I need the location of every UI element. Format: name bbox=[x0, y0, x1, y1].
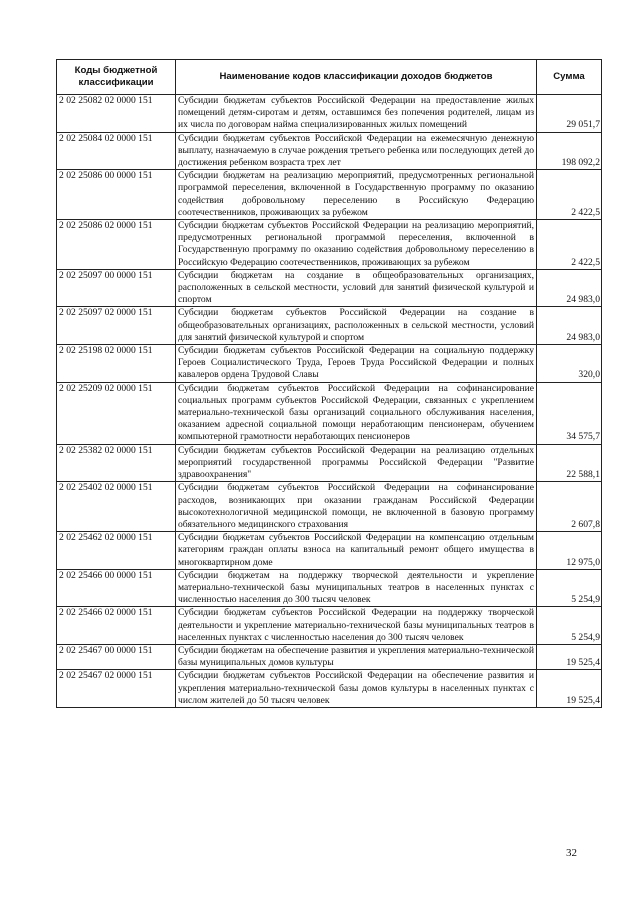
cell-code: 2 02 25097 02 0000 151 bbox=[57, 307, 176, 345]
cell-code: 2 02 25402 02 0000 151 bbox=[57, 482, 176, 532]
cell-sum: 320,0 bbox=[537, 345, 602, 383]
cell-sum: 2 607,8 bbox=[537, 482, 602, 532]
cell-code: 2 02 25086 00 0000 151 bbox=[57, 170, 176, 220]
cell-sum: 24 983,0 bbox=[537, 269, 602, 307]
page-number: 32 bbox=[566, 847, 577, 859]
cell-code: 2 02 25462 02 0000 151 bbox=[57, 532, 176, 570]
header-name: Наименование кодов классификации доходов бюджетов bbox=[176, 60, 537, 95]
table-body bbox=[57, 95, 602, 708]
cell-name: Субсидии бюджетам субъектов Российской Федерации на реализацию отдельных мероприятий государственной программы Российской Федерации "Развитие здравоохранения" bbox=[176, 444, 537, 482]
cell-sum: 198 092,2 bbox=[537, 132, 602, 170]
cell-sum: 29 051,7 bbox=[537, 95, 602, 133]
cell-name: Субсидии бюджетам субъектов Российской Федерации на предоставление жилых помещений детям-сиротам и детям, оставшимся без попечения родителей, лицам из их числа по договорам найма специализированных жилых помещений bbox=[176, 95, 537, 133]
cell-code: 2 02 25082 02 0000 151 bbox=[57, 95, 176, 133]
table-row bbox=[57, 220, 602, 270]
table-row bbox=[57, 170, 602, 220]
cell-name: Субсидии бюджетам на обеспечение развития и укрепления материально-технической базы муниципальных домов культуры bbox=[176, 644, 537, 669]
cell-sum: 19 525,4 bbox=[537, 670, 602, 708]
cell-code: 2 02 25209 02 0000 151 bbox=[57, 382, 176, 444]
table-row bbox=[57, 644, 602, 669]
cell-sum: 24 983,0 bbox=[537, 307, 602, 345]
cell-sum: 2 422,5 bbox=[537, 170, 602, 220]
cell-name: Субсидии бюджетам субъектов Российской Федерации на создание в общеобразовательных организациях, расположенных в сельской местности, условий для занятий физической культурой и спортом bbox=[176, 307, 537, 345]
cell-name: Субсидии бюджетам на реализацию мероприятий, предусмотренных региональной программой переселения, включенной в Государственную программу по оказанию содействия добровольному переселению в Российскую Федерацию соотечественников, проживающих за рубежом bbox=[176, 170, 537, 220]
cell-name: Субсидии бюджетам на создание в общеобразовательных организациях, расположенных в сельской местности, условий для занятий физической культурой и спортом bbox=[176, 269, 537, 307]
cell-code: 2 02 25467 02 0000 151 bbox=[57, 670, 176, 708]
table-row bbox=[57, 307, 602, 345]
cell-name: Субсидии бюджетам субъектов Российской Федерации на социальную поддержку Героев Социалистического Труда, Героев Труда Российской Федерации и полных кавалеров ордена Трудовой Славы bbox=[176, 345, 537, 383]
cell-sum: 12 975,0 bbox=[537, 532, 602, 570]
table-row bbox=[57, 132, 602, 170]
table-row bbox=[57, 532, 602, 570]
table-row bbox=[57, 269, 602, 307]
table-row bbox=[57, 444, 602, 482]
header-sum: Сумма bbox=[537, 60, 602, 95]
table-row bbox=[57, 569, 602, 607]
cell-code: 2 02 25086 02 0000 151 bbox=[57, 220, 176, 270]
cell-code: 2 02 25198 02 0000 151 bbox=[57, 345, 176, 383]
cell-code: 2 02 25084 02 0000 151 bbox=[57, 132, 176, 170]
cell-code: 2 02 25097 00 0000 151 bbox=[57, 269, 176, 307]
cell-code: 2 02 25467 00 0000 151 bbox=[57, 644, 176, 669]
cell-sum: 34 575,7 bbox=[537, 382, 602, 444]
table-row bbox=[57, 95, 602, 133]
cell-name: Субсидии бюджетам субъектов Российской Федерации на софинансирование расходов, возникающих при оказании гражданам Российской Федерации высокотехнологичной медицинской помощи, не включенной в базовую программу обязательного медицинского страхования bbox=[176, 482, 537, 532]
cell-code: 2 02 25466 02 0000 151 bbox=[57, 607, 176, 645]
cell-sum: 2 422,5 bbox=[537, 220, 602, 270]
table-row bbox=[57, 670, 602, 708]
cell-sum: 5 254,9 bbox=[537, 569, 602, 607]
cell-code: 2 02 25466 00 0000 151 bbox=[57, 569, 176, 607]
budget-classification-table bbox=[56, 59, 602, 708]
table-header-row bbox=[57, 60, 602, 95]
table-row bbox=[57, 345, 602, 383]
cell-sum: 5 254,9 bbox=[537, 607, 602, 645]
table-row bbox=[57, 607, 602, 645]
cell-sum: 19 525,4 bbox=[537, 644, 602, 669]
cell-name: Субсидии бюджетам субъектов Российской Федерации на ежемесячную денежную выплату, назначаемую в случае рождения третьего ребенка или последующих детей до достижения ребенком возраста трех лет bbox=[176, 132, 537, 170]
table-row bbox=[57, 482, 602, 532]
cell-name: Субсидии бюджетам субъектов Российской Федерации на поддержку творческой деятельности и укрепление материально-технической базы муниципальных театров в населенных пунктах с численностью населения до 300 тысяч человек bbox=[176, 607, 537, 645]
cell-code: 2 02 25382 02 0000 151 bbox=[57, 444, 176, 482]
cell-sum: 22 588,1 bbox=[537, 444, 602, 482]
cell-name: Субсидии бюджетам субъектов Российской Федерации на компенсацию отдельным категориям граждан оплаты взноса на капитальный ремонт общего имущества в многоквартирном доме bbox=[176, 532, 537, 570]
cell-name: Субсидии бюджетам на поддержку творческой деятельности и укрепление материально-технической базы муниципальных театров в населенных пунктах с численностью населения до 300 тысяч человек bbox=[176, 569, 537, 607]
header-code: Коды бюджетной классификации bbox=[57, 60, 176, 95]
cell-name: Субсидии бюджетам субъектов Российской Федерации на реализацию мероприятий, предусмотренных региональной программой переселения, включенной в Государственную программу по оказанию содействия добровольному переселению в Российскую Федерацию соотечественников, проживающих за рубежом bbox=[176, 220, 537, 270]
table-row bbox=[57, 382, 602, 444]
cell-name: Субсидии бюджетам субъектов Российской Федерации на софинансирование социальных программ субъектов Российской Федерации, связанных с укреплением материально-технической базы организаций социального обслуживания населения, оказанием адресной социальной помощи неработающим пенсионерам, обучением компьютерной грамотности неработающих пенсионеров bbox=[176, 382, 537, 444]
cell-name: Субсидии бюджетам субъектов Российской Федерации на обеспечение развития и укрепления материально-технической базы домов культуры в населенных пунктах с числом жителей до 50 тысяч человек bbox=[176, 670, 537, 708]
